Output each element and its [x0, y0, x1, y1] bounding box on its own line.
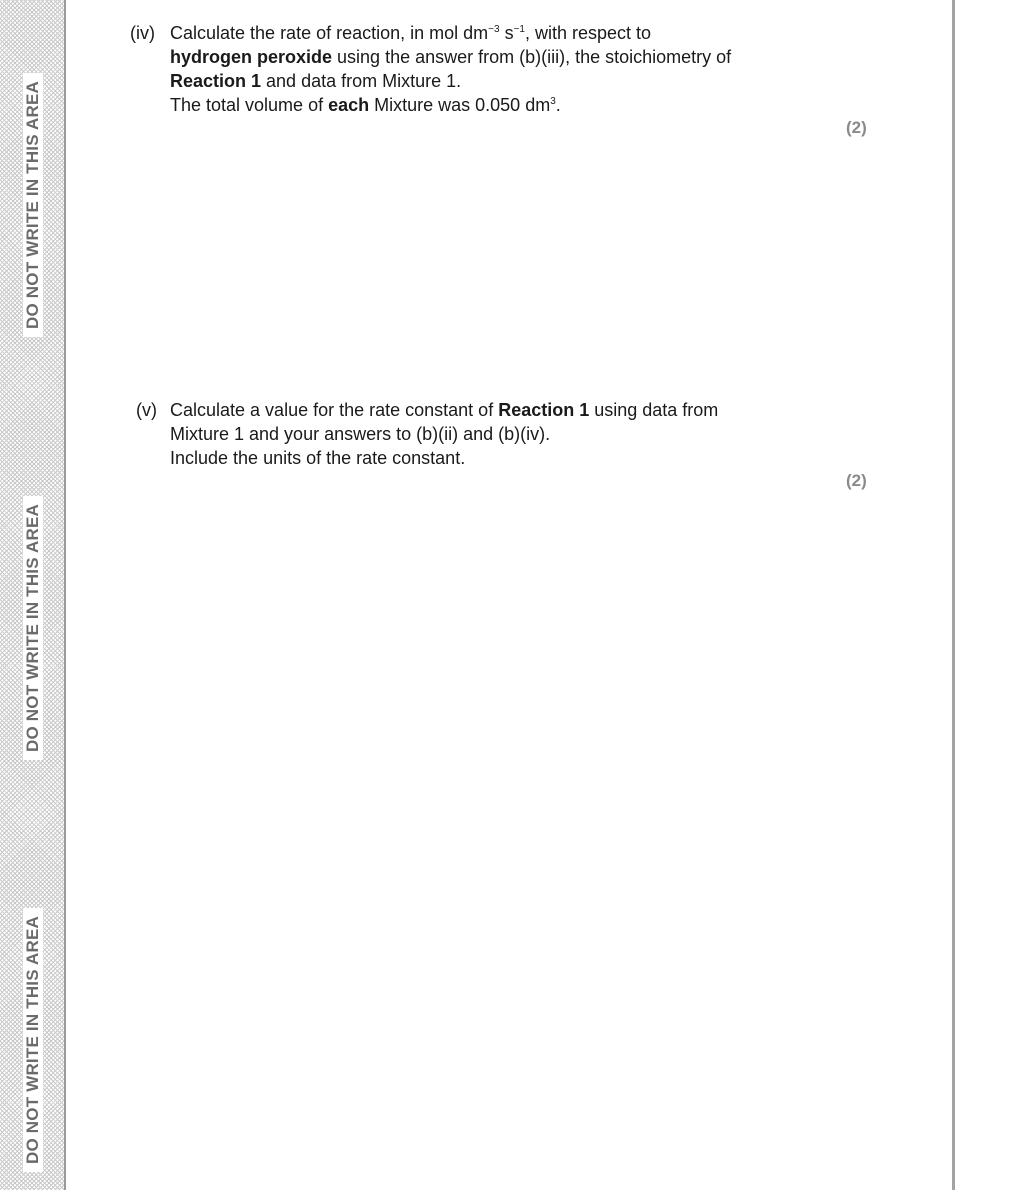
- question-number: (iv): [130, 23, 155, 43]
- margin-warning: DO NOT WRITE IN THIS AREA: [23, 908, 43, 1172]
- marks-label: (2): [846, 471, 867, 490]
- question-line: Mixture 1 and your answers to (b)(ii) and (b)(iv).: [170, 424, 551, 444]
- margin-warning: DO NOT WRITE IN THIS AREA: [23, 496, 43, 760]
- question-iv: [130, 21, 810, 117]
- question-v: [130, 398, 810, 470]
- question-number: (v): [136, 400, 157, 420]
- question-line: Calculate the rate of reaction, in mol $dm^{-3}$ $s^{-1}$, with respect to: [170, 23, 652, 43]
- question-line: Calculate a value for the rate constant of Reaction 1 using data from: [170, 400, 719, 420]
- question-line: Reaction 1 and data from Mixture 1.: [170, 71, 462, 91]
- page-border: [952, 0, 955, 1190]
- question-line: Include the units of the rate constant.: [170, 448, 466, 468]
- margin-warning: DO NOT WRITE IN THIS AREA: [23, 73, 43, 337]
- marks-label: (2): [846, 118, 867, 137]
- margin-strip: [0, 0, 66, 1190]
- question-line: hydrogen peroxide using the answer from (b)(iii), the stoichiometry of: [170, 47, 732, 67]
- question-text: [170, 398, 810, 470]
- question-text: [170, 21, 810, 117]
- question-line: The total volume of each Mixture was 0.050 $dm^3$.: [170, 95, 561, 115]
